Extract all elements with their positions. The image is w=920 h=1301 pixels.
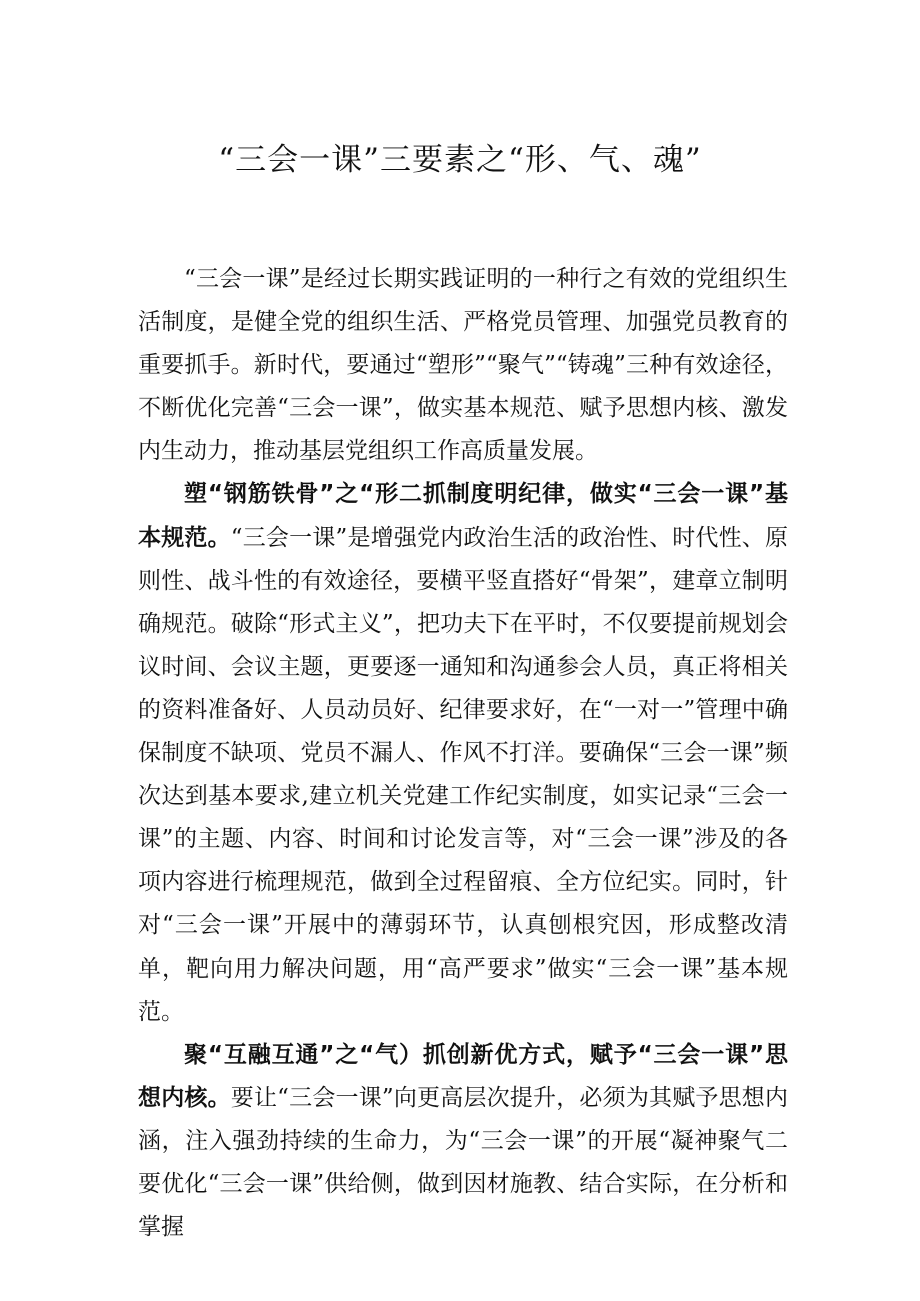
- document-body: [138, 258, 788, 1249]
- paragraph-shape: [138, 473, 788, 1033]
- paragraph-lead: 塑“钢筋铁骨”之“形二抓制度明纪律，做实“三会一课”基本规范。: [138, 481, 788, 551]
- document-title: “三会一课”三要素之“形、气、魂”: [218, 142, 702, 178]
- paragraph-text: “三会一课”是增强党内政治生活的政治性、时代性、原则性、战斗性的有效途径，要横平竖直搭好“骨架”，建章立制明确规范。破除“形式主义”，把功夫下在平时，不仅要提前规划会议时间、会议主题，更要逐一通知和沟通参会人员，真正将相关的资料准备好、人员动员好、纪律要求好，在“一对一”管理中确保制度不缺项、党员不漏人、作风不打洋。要确保“三会一课”频次达到基本要求,建立机关党建工作纪实制度，如实记录“三会一课”的主题、内容、时间和讨论发言等，对“三会一课”涉及的各项内容进行梳理规范，做到全过程留痕、全方位纪实。同时，针对“三会一课”开展中的薄弱环节，认真刨根究因，形成整改清单，靶向用力解决问题，用“高严要求”做实“三会一课”基本规范。: [138, 524, 788, 1025]
- paragraph-text: “三会一课”是经过长期实践证明的一种行之有效的党组织生活制度，是健全党的组织生活、严格党员管理、加强党员教育的重要抓手。新时代，要通过“塑形”“聚气”“铸魂”三种有效途径，不断优化完善“三会一课”，做实基本规范、赋予思想内核、激发内生动力，推动基层党组织工作高质量发展。: [138, 266, 788, 465]
- paragraph-intro: [138, 258, 788, 473]
- paragraph-text: 要让“三会一课”向更高层次提升，必须为其赋予思想内涵，注入强劲持续的生命力，为“三会一课”的开展“凝神聚气二要优化“三会一课”供给侧，做到因材施教、结合实际，在分析和掌握: [138, 1084, 788, 1241]
- paragraph-spirit: [138, 1034, 788, 1249]
- paragraph-lead: 聚“互融互通”之“气）抓创新优方式，赋予“三会一课”思想内核。: [138, 1041, 788, 1111]
